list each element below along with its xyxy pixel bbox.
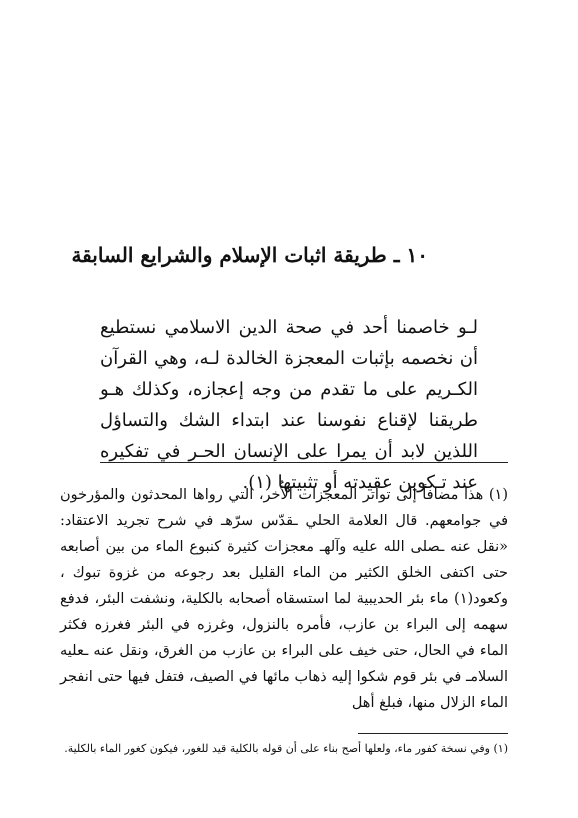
main-paragraph-text: لـو خاصمنا أحد في صحة الدين الاسلامي نستطيع أن نخصمه بإثبات المعجزة الخالدة لـه، وهي القرآن الكـريم على ما تقدم من وجه إعجازه، وكذلك هـو طريقنا لإقناع نفوسنا عند ابتداء الشك والتساؤل اللذين لابد أن يمرا على الإنسان الحـر في تفكيره عند تـكوين عقيدته أو تثبيتها (١).: [100, 317, 478, 493]
footnote-block: [60, 482, 508, 716]
section-heading: ١٠ ـ طريقة اثبات الإسلام والشرايع السابقة: [71, 243, 428, 267]
footnote-separator-rule: [100, 462, 508, 463]
sub-footnote-separator-rule: [358, 733, 508, 734]
footnote-text: (١) هذا مضافاً إلى تواتر المعجزات الأُخر، التي رواها المحدثون والمؤرخون في جوامعهم. قال العلامة الحلي ـقدّس سرّهـ في شرح تجريد الاعتقاد: «نقل عنه ـصلى الله عليه وآلهـ معجزات كثيرة كنبوع الماء من بين أصابعه حتى اكتفى الخلق الكثير من الماء القليل بعد رجوعه من غزوة تبوك ، وكعود(١) ماء بئر الحديبية لما استسقاه أصحابه بالكلية، ونشفت البئر، فدفع سهمه إلى البراء بن عازب، فأمره بالنزول، وغرزه في البئر فغرزه فكثر الماء في الحال، حتى خيف على البراء بن عازب من الغرق، ونقل عنه ـعليه السلامـ في بئر قوم شكوا إليه ذهاب مائها في الصيف، فتفل فيها حتى انفجر الماء الزلال منها، فبلغ أهل: [60, 487, 508, 711]
main-paragraph: [100, 312, 478, 498]
sub-footnote-text: (١) وفي نسخة كفور ماء، ولعلها أصح بناء على أن قوله بالكلية قيد للغور، فيكون كغور الماء بالكلية.: [64, 742, 508, 755]
